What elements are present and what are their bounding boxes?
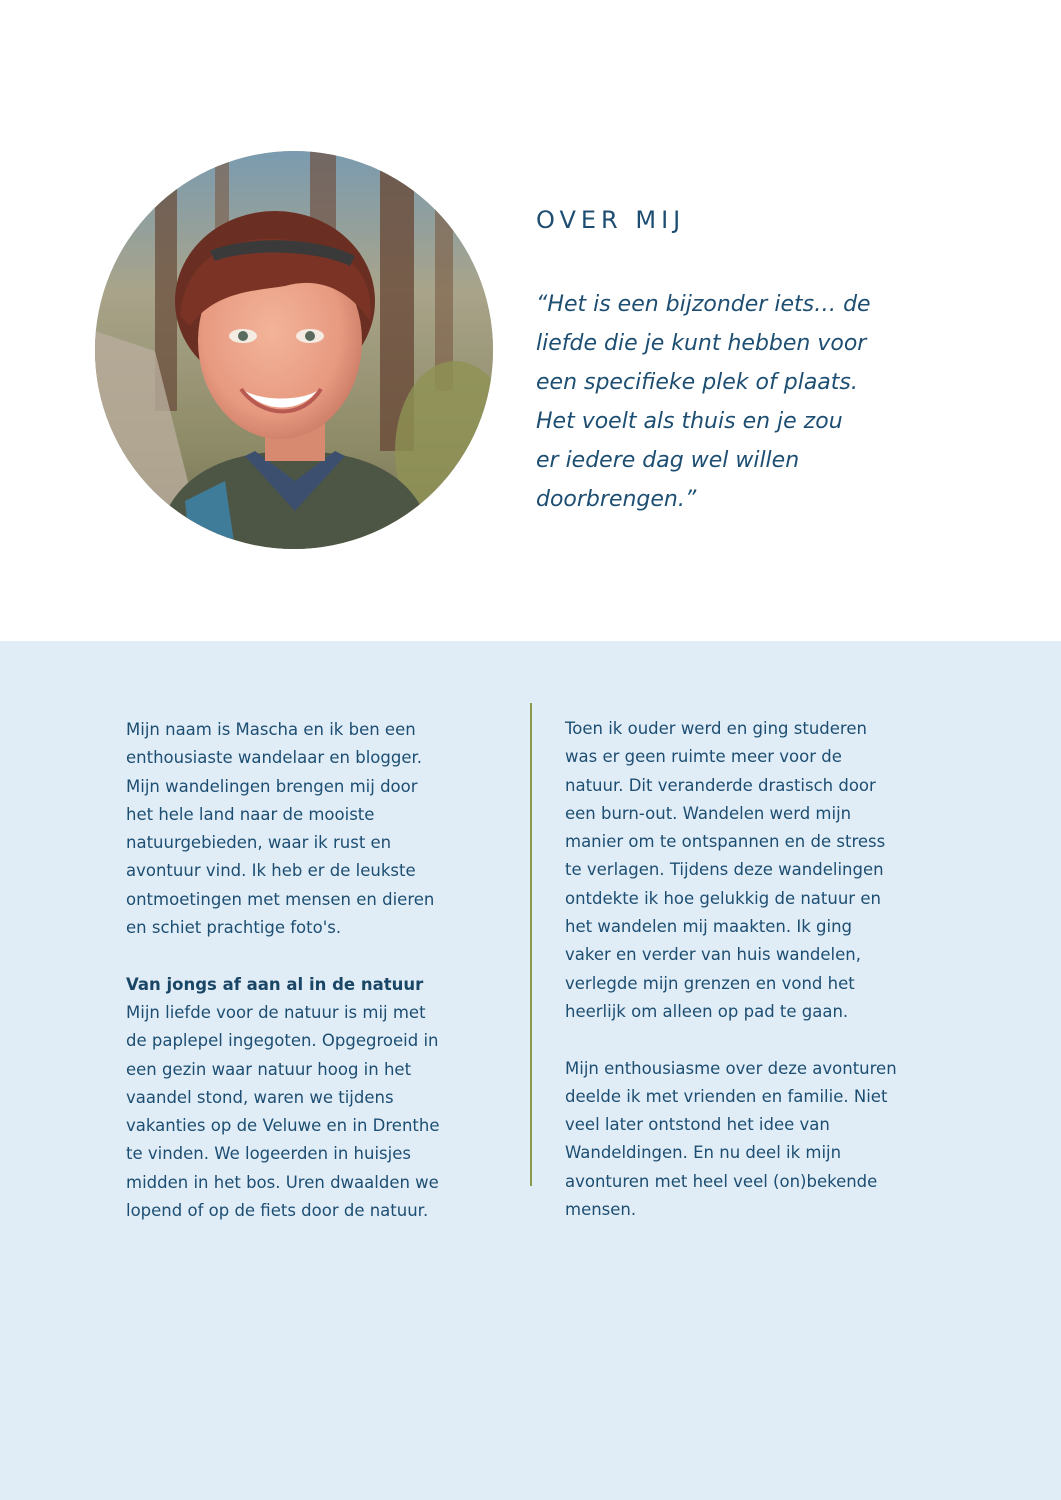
- right-column: [565, 715, 965, 1224]
- left-column: [126, 716, 526, 1225]
- subheading: Van jongs af aan al in de natuur: [126, 974, 424, 994]
- quote-line: er iedere dag wel willen: [536, 448, 800, 473]
- body-line: Mijn enthousiasme over deze avonturen: [565, 1058, 897, 1078]
- body-line: Mijn naam is Mascha en ik ben een: [126, 720, 416, 739]
- body-line: midden in het bos. Uren dwaalden we: [126, 1172, 439, 1192]
- body-line: verlegde mijn grenzen en vond het: [565, 973, 855, 993]
- paragraph-gap: [126, 942, 526, 970]
- body-line: avontuur vind. Ik heb er de leukste: [126, 861, 416, 881]
- body-line: Wandeldingen. En nu deel ik mijn: [565, 1143, 842, 1163]
- profile-photo: [95, 151, 493, 549]
- top-section: [0, 0, 1061, 641]
- body-line: te verlagen. Tijdens deze wandelingen: [565, 860, 884, 880]
- body-line: en schiet prachtige foto's.: [126, 918, 342, 938]
- body-line: het hele land naar de mooiste: [126, 804, 375, 824]
- quote-line: “Het is een bijzonder iets… de: [536, 292, 871, 317]
- body-line: de paplepel ingegoten. Opgegroeid in: [126, 1031, 439, 1051]
- body-line: manier om te ontspannen en de stress: [565, 832, 886, 852]
- body-line: een gezin waar natuur hoog in het: [126, 1059, 412, 1079]
- paragraph-gap: [565, 1026, 965, 1054]
- body-line: te vinden. We logeerden in huisjes: [126, 1144, 411, 1164]
- body-line: Toen ik ouder werd en ging studeren: [565, 719, 867, 738]
- body-line: een burn-out. Wandelen werd mijn: [565, 803, 852, 823]
- quote-line: een specifieke plek of plaats.: [536, 370, 858, 395]
- body-line: Mijn liefde voor de natuur is mij met: [126, 1002, 426, 1022]
- body-line: vaandel stond, waren we tijdens: [126, 1087, 394, 1107]
- body-line: vakanties op de Veluwe en in Drenthe: [126, 1116, 440, 1136]
- body-line: ontdekte ik hoe gelukkig de natuur en: [565, 888, 881, 908]
- column-divider: [530, 703, 532, 1186]
- body-line: het wandelen mij maakten. Ik ging: [565, 917, 853, 937]
- body-line: veel later ontstond het idee van: [565, 1115, 830, 1135]
- body-line: vaker en verder van huis wandelen,: [565, 945, 861, 965]
- body-line: was er geen ruimte meer voor de: [565, 747, 842, 767]
- body-line: Mijn wandelingen brengen mij door: [126, 776, 418, 796]
- quote-line: Het voelt als thuis en je zou: [536, 409, 843, 434]
- body-line: lopend of op de fiets door de natuur.: [126, 1201, 429, 1221]
- quote: [536, 285, 986, 519]
- quote-line: doorbrengen.”: [536, 487, 697, 512]
- quote-line: liefde die je kunt hebben voor: [536, 331, 867, 356]
- body-line: avonturen met heel veel (on)bekende: [565, 1171, 878, 1191]
- section-heading: OVER MIJ: [536, 206, 686, 234]
- body-line: mensen.: [565, 1200, 637, 1220]
- body-line: enthousiaste wandelaar en blogger.: [126, 748, 422, 768]
- body-line: natuurgebieden, waar ik rust en: [126, 833, 392, 853]
- body-line: ontmoetingen met mensen en dieren: [126, 889, 435, 909]
- body-line: natuur. Dit veranderde drastisch door: [565, 775, 876, 795]
- body-line: deelde ik met vrienden en familie. Niet: [565, 1086, 888, 1106]
- body-line: heerlijk om alleen op pad te gaan.: [565, 1001, 849, 1021]
